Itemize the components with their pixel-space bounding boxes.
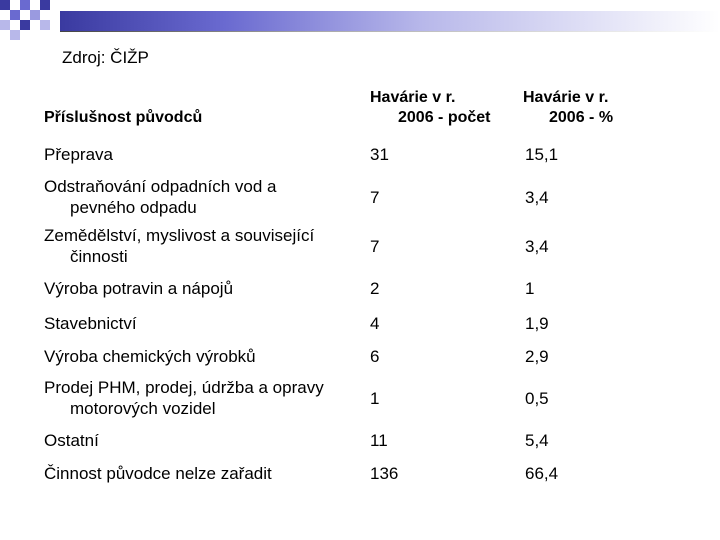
row-label-continuation: činnosti xyxy=(70,247,128,266)
row-label-line: Stavebnictví xyxy=(44,314,137,333)
row-label xyxy=(44,313,354,334)
row-count: 4 xyxy=(370,314,380,333)
decor-square xyxy=(40,20,50,30)
row-count: 7 xyxy=(370,188,380,207)
row-count: 31 xyxy=(370,145,389,164)
decor-square xyxy=(20,0,30,10)
row-label xyxy=(44,278,354,299)
row-percent: 1,9 xyxy=(525,314,549,333)
row-count: 11 xyxy=(370,431,388,450)
header-originator: Příslušnost původců xyxy=(44,109,203,126)
row-count: 6 xyxy=(370,347,380,366)
row-label xyxy=(44,377,354,419)
banner-strip xyxy=(60,10,720,31)
row-percent: 15,1 xyxy=(525,145,559,164)
decor-square xyxy=(10,30,20,40)
row-percent: 66,4 xyxy=(525,464,559,483)
row-count: 7 xyxy=(370,237,380,256)
row-label xyxy=(44,176,354,218)
source-label: Zdroj: ČIŽP xyxy=(62,48,149,67)
row-label xyxy=(44,225,354,267)
row-label xyxy=(44,430,354,451)
row-label-line: Výroba potravin a nápojů xyxy=(44,279,234,298)
header-count-line2: 2006 - počet xyxy=(398,109,491,126)
row-label-line: Výroba chemických výrobků xyxy=(44,347,256,366)
decor-square xyxy=(0,20,10,30)
header-percent-line2: 2006 - % xyxy=(549,109,614,126)
row-percent: 5,4 xyxy=(525,431,549,450)
decorative-banner xyxy=(0,0,720,44)
decor-square xyxy=(10,10,20,20)
header-count-line1: Havárie v r. xyxy=(370,89,456,106)
row-count: 136 xyxy=(370,464,399,483)
decor-square xyxy=(0,0,10,10)
banner-strip-line xyxy=(60,31,720,32)
row-percent: 2,9 xyxy=(525,347,549,366)
row-label-continuation: motorových vozidel xyxy=(70,399,216,418)
row-label-continuation: pevného odpadu xyxy=(70,198,197,217)
row-label xyxy=(44,463,354,484)
header-count xyxy=(370,88,510,128)
decor-square xyxy=(20,20,30,30)
row-percent: 3,4 xyxy=(525,237,549,256)
decor-square xyxy=(40,0,50,10)
decor-square xyxy=(30,10,40,20)
row-label-line: Prodej PHM, prodej, údržba a opravy xyxy=(44,378,324,397)
row-label-line: Ostatní xyxy=(44,431,99,450)
row-label-line: Odstraňování odpadních vod a xyxy=(44,177,277,196)
row-count: 2 xyxy=(370,279,380,298)
row-label xyxy=(44,144,354,165)
row-label-line: Přeprava xyxy=(44,145,113,164)
row-percent: 0,5 xyxy=(525,389,549,408)
row-label xyxy=(44,346,354,367)
row-count: 1 xyxy=(370,389,380,408)
header-percent-line1: Havárie v r. xyxy=(523,89,609,106)
row-percent: 1 xyxy=(525,279,535,298)
row-label-line: Zemědělství, myslivost a související xyxy=(44,226,315,245)
header-percent xyxy=(523,88,643,128)
row-percent: 3,4 xyxy=(525,188,549,207)
row-label-line: Činnost původce nelze zařadit xyxy=(44,464,272,483)
